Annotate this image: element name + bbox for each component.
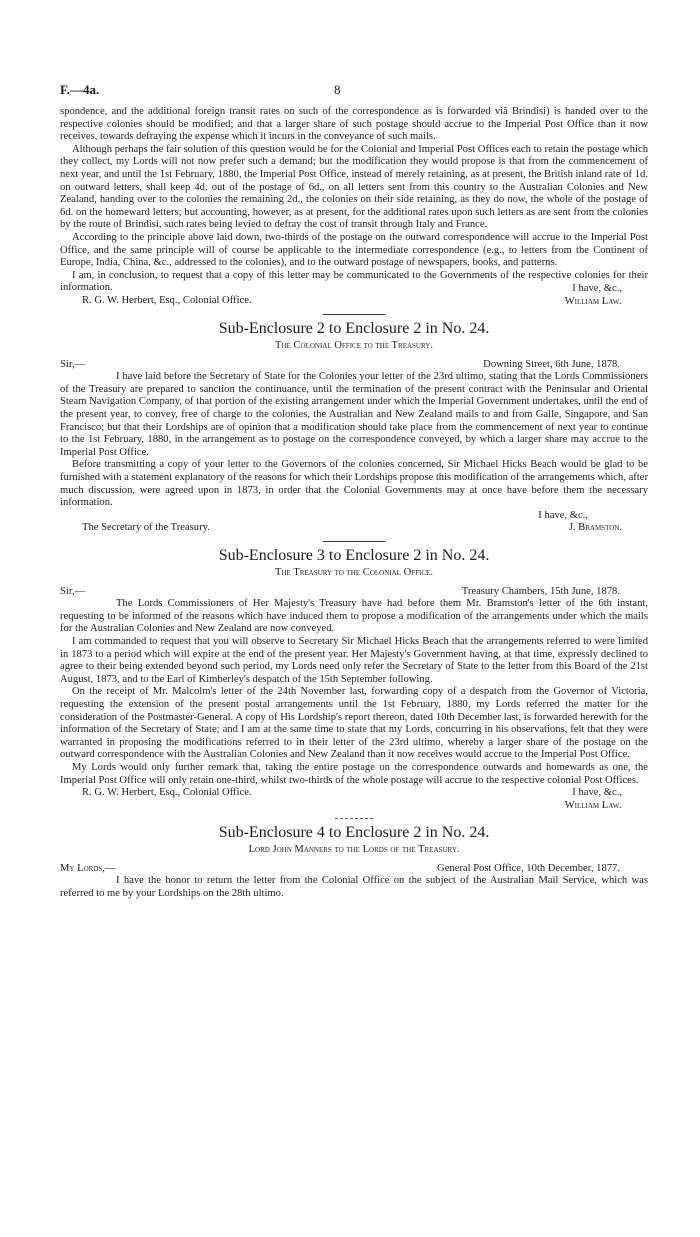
document-reference: F.—4a.: [60, 82, 100, 97]
salutation: Sir,—: [60, 358, 86, 370]
salutation: Sir,—: [60, 585, 86, 597]
place-date: Downing Street, 6th June, 1878.: [483, 358, 620, 370]
section-divider: [335, 818, 373, 819]
section-heading: Sub-Enclosure 4 to Enclosure 2 in No. 24.: [218, 824, 490, 842]
signer-name: J. Bramston.: [568, 522, 622, 534]
sub-enclosure-3: [60, 546, 648, 812]
section-subheading: Lord John Manners to the Lords of the Treasury.: [248, 844, 460, 856]
paragraph: I have the honor to return the letter from the Colonial Office on the subject of the Australian Mail Service, which was referred to me by your Lordships on the 28th ultimo.: [60, 875, 648, 900]
page-number: 8: [334, 82, 341, 97]
salutation-line: [60, 359, 648, 372]
signature-block: [60, 787, 648, 812]
paragraph: Although perhaps the fair solution of this question would be for the Colonial and Imperial Post Offices each to retain the postage which they collect, my Lords will not now prefer such a demand; but the modification they would propose is that from the commencement of next year, and until the 1st February, 1880, the Imperial Post Office, instead of merely retaining, as at present, the British inland rate of 1d. on outward letters, shall keep 4d. out of the postage of 6d., on all letters sent from this country to the Australian Colonies and New Zealand, handing over to the colonies the remaining 2d., the colonies on their side retaining, as they do now, the whole of the postage of 6d. on the homeward letters; but accounting, however, as at present, for the additional rates upon such letters as are sent from the colonies by the route of Brindisi, such rates being levied to defray the cost of transit through Italy and France.: [60, 143, 648, 231]
addressee: R. G. W. Herbert, Esq., Colonial Office.: [82, 294, 252, 306]
paragraph: On the receipt of Mr. Malcolm's letter of the 24th November last, forwarding copy of a despatch from the Governor of Victoria, requesting the extension of the present postal arrangements until the 1st February, 1880, my Lords referred the matter for the consideration of the Postmaster-General. A copy of His Lordship's report thereon, dated 10th December last, is forwarded herewith for the information of the Secretary of State; and I am at the same time to state that my Lords, concurring in his observations, felt that they were warranted in proposing the modifications referred to in their letter of the 23rd ultimo, whereby a larger share of the postage on the outward correspondence with the Australian Colonies and New Zealand than it now receives would accrue to the Imperial Post Office.: [60, 686, 648, 761]
paragraph: According to the principle above laid down, two-thirds of the postage on the outward correspondence will accrue to the Imperial Post Office, and the same principle will of course be applicable to the intermediate correspondence (e.g., to letters from the Continent of Europe, India, China, &c., addressed to the colonies), and to the outward postage of newspapers, books, and patterns.: [60, 231, 648, 269]
closing-phrase: I have, &c.,: [538, 509, 588, 521]
paragraph: spondence, and the additional foreign transit rates on such of the correspondence as is forwarded viâ Brindisi) is handed over to the respective colonies should be modified; and that a larger share of such postage should accrue to the Imperial Post Office than it now receives, towards defraying the expense which it incurs in the conveyance of such mails.: [60, 106, 648, 143]
signature-block: [60, 510, 648, 535]
paragraph: Before transmitting a copy of your letter to the Governors of the colonies concerned, Sir Michael Hicks Beach would be glad to be furnished with a statement explanatory of the reasons for which their Lordships propose this modification of the arrangements which, after much discussion, were agreed upon in 1873, in order that the Colonial Governments may at once have before them the necessary information.: [60, 459, 648, 509]
section-heading: Sub-Enclosure 3 to Enclosure 2 in No. 24.: [218, 547, 490, 564]
paragraph: The Lords Commissioners of Her Majesty's Treasury have had before them Mr. Bramston's letter of the 6th instant, requesting to be informed of the reasons which have induced them to propose a modification of the arrangements under which the mails for the Australian Colonies and New Zealand are now conveyed.: [60, 598, 648, 635]
signer-name: William Law.: [564, 799, 622, 811]
section-subheading: The Colonial Office to the Treasury.: [275, 340, 433, 352]
signature-block: [60, 282, 648, 308]
letter-continuation: [60, 106, 648, 308]
salutation-line: [60, 863, 648, 876]
closing-phrase: I have, &c.,: [572, 282, 622, 294]
section-divider: [323, 314, 385, 315]
section-subheading: The Treasury to the Colonial Office.: [275, 567, 433, 578]
paragraph: I have laid before the Secretary of State for the Colonies your letter of the 23rd ultimo, stating that the Lords Commissioners of the Treasury are prepared to sanction the continuance, until the termination of the present contract with the Peninsular and Oriental Steam Navigation Company, of that portion of the existing arrangement under which the Imperial Government undertakes, until the end of the present year, to convey, free of charge to the colonies, the Australian and New Zealand mails to and from Galle, Singapore, and San Francisco; but that their Lordships are of opinion that a modification should take place from the commencement of next year to continue to the 1st February, 1880, in the arrangement as to postage on the correspondence conveyed, by which a larger share may accrue to the Imperial Post Office.: [60, 371, 648, 458]
section-divider: [323, 541, 385, 542]
sub-enclosure-2: [60, 319, 648, 535]
addressee: R. G. W. Herbert, Esq., Colonial Office.: [82, 787, 252, 799]
place-date: Treasury Chambers, 15th June, 1878.: [461, 585, 620, 597]
paragraph: I am commanded to request that you will observe to Secretary Sir Michael Hicks Beach that the arrangements referred to were limited in 1873 to a period which will expire at the end of the present year. Her Majesty's Government having, at that time, expressly declined to agree to their being extended beyond such period, my Lords need only refer the Secretary of State to the letter from this Board of the 21st August, 1873, and to the Earl of Kimberley's despatch of the 15th September following.: [60, 635, 648, 685]
addressee: The Secretary of the Treasury.: [82, 522, 210, 534]
sub-enclosure-4: [60, 823, 648, 900]
signer-name: William Law.: [564, 295, 622, 307]
salutation: My Lords,—: [60, 862, 116, 874]
section-heading: Sub-Enclosure 2 to Enclosure 2 in No. 24.: [218, 320, 490, 338]
closing-phrase: I have, &c.,: [572, 787, 622, 799]
paragraph: I am, in conclusion, to request that a copy of this letter may be communicated to the Governments of the respective colonies for their information.: [60, 269, 648, 294]
salutation-line: [60, 586, 648, 599]
place-date: General Post Office, 10th December, 1877.: [437, 862, 620, 874]
paragraph: My Lords would only further remark that, taking the entire postage on the correspondence outwards and homewards as one, the Imperial Post Office will only retain one-third, whilst two-thirds of the whole postage will accrue to the respective colonial Post Offices.: [60, 761, 648, 786]
